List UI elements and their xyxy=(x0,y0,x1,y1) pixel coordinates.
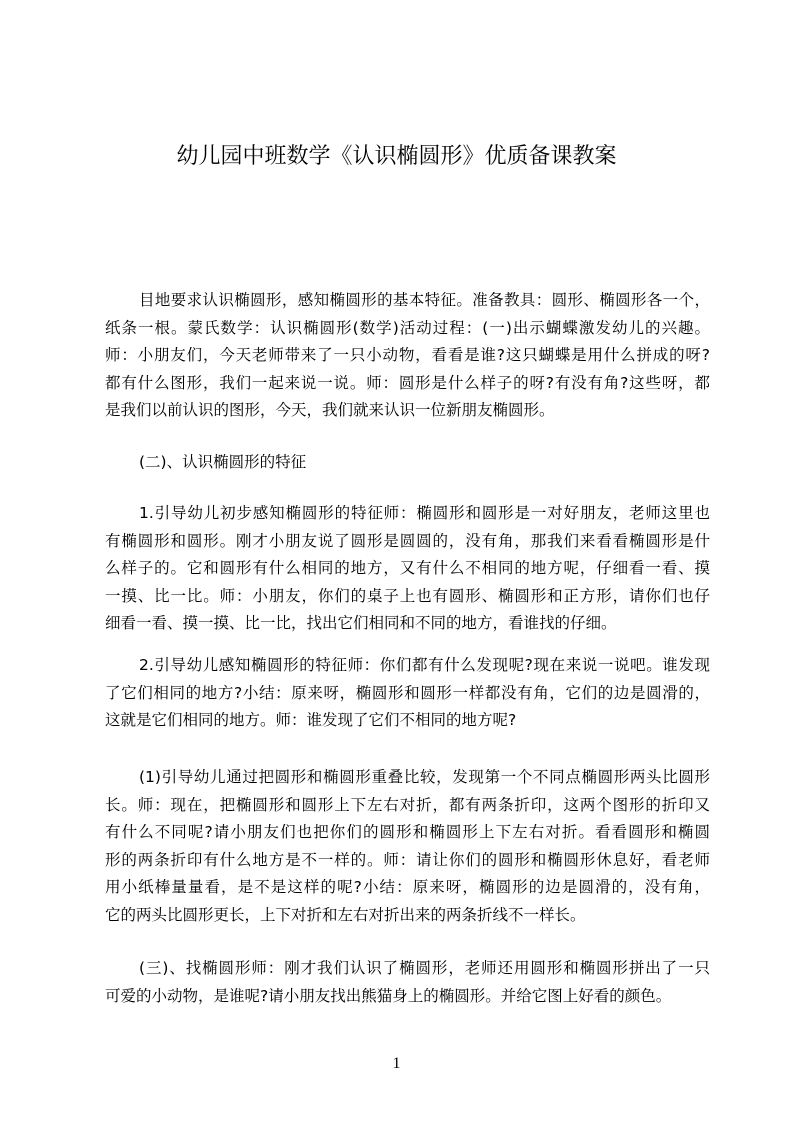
text-line: 用小纸棒量量看，是不是这样的呢?小结：原来呀，椭圆形的边是圆滑的，没有角， xyxy=(105,878,710,896)
text-line: 纸条一根。蒙氏数学：认识椭圆形(数学)活动过程：(一)出示蝴蝶激发幼儿的兴趣。 xyxy=(105,318,710,337)
paragraph-section-3 xyxy=(105,955,710,1010)
text-line: 2.引导幼儿感知椭圆形的特征师：你们都有什么发现呢?现在来说一说吧。谁发现 xyxy=(139,656,710,674)
text-line: 了它们相同的地方?小结：原来呀，椭圆形和圆形一样都没有角，它们的边是圆滑的， xyxy=(105,683,710,702)
text-line: 它的两头比圆形更长，上下对折和左右对折出来的两条折线不一样长。 xyxy=(105,905,586,924)
text-line: 是我们以前认识的图形，今天，我们就来认识一位新朋友椭圆形。 xyxy=(105,401,555,419)
text-line: 目地要求认识椭圆形，感知椭圆形的基本特征。准备教具：圆形、椭圆形各一个， xyxy=(139,291,710,309)
text-line: (三)、找椭圆形师：刚才我们认识了椭圆形，老师还用圆形和椭圆形拼出了一只 xyxy=(139,959,710,977)
text-line: 么样子的。它和圆形有什么相同的地方，又有什么不相同的地方呢，仔细看一看、摸 xyxy=(105,559,710,577)
page-number: 1 xyxy=(392,1055,401,1072)
text-line: 有什么不同呢?请小朋友们也把你们的圆形和椭圆形上下左右对折。看看圆形和椭圆 xyxy=(105,823,710,841)
paragraph-step-1 xyxy=(105,500,710,638)
paragraph-intro xyxy=(105,287,710,425)
text-line: 一摸、比一比。师：小朋友，你们的桌子上也有圆形、椭圆形和正方形，请你们也仔 xyxy=(105,586,710,605)
document-title: 幼儿园中班数学《认识椭圆形》优质备课教案 xyxy=(176,144,617,169)
text-line: (二)、认识椭圆形的特征 xyxy=(139,453,307,471)
text-line: 1.引导幼儿初步感知椭圆形的特征师：椭圆形和圆形是一对好朋友，老师这里也 xyxy=(139,504,710,522)
text-line: (1)引导幼儿通过把圆形和椭圆形重叠比较，发现第一个不同点椭圆形两头比圆形 xyxy=(139,768,710,786)
paragraph-substep-1 xyxy=(105,764,710,929)
text-line: 细看一看、摸一摸、比一比，找出它们相同和不同的地方，看谁找的仔细。 xyxy=(105,614,617,632)
text-line: 这就是它们相同的地方。师：谁发现了它们不相同的地方呢? xyxy=(105,711,517,729)
text-line: 有椭圆形和圆形。刚才小朋友说了圆形是圆圆的，没有角，那我们来看看椭圆形是什 xyxy=(105,531,710,550)
text-line: 师：小朋友们，今天老师带来了一只小动物，看看是谁?这只蝴蝶是用什么拼成的呀? xyxy=(105,346,710,364)
paragraph-step-2 xyxy=(105,652,710,735)
text-line: 形的两条折印有什么地方是不一样的。师：请让你们的圆形和椭圆形休息好，看老师 xyxy=(105,850,710,869)
text-line: 长。师：现在，把椭圆形和圆形上下左右对折，都有两条折印，这两个图形的折印又 xyxy=(105,795,710,814)
text-line: 都有什么图形，我们一起来说一说。师：圆形是什么样子的呀?有没有角?这些呀，都 xyxy=(105,373,710,392)
text-line: 可爱的小动物，是谁呢?请小朋友找出熊猫身上的椭圆形。并给它图上好看的颜色。 xyxy=(105,986,672,1005)
section-heading-2 xyxy=(105,449,710,477)
